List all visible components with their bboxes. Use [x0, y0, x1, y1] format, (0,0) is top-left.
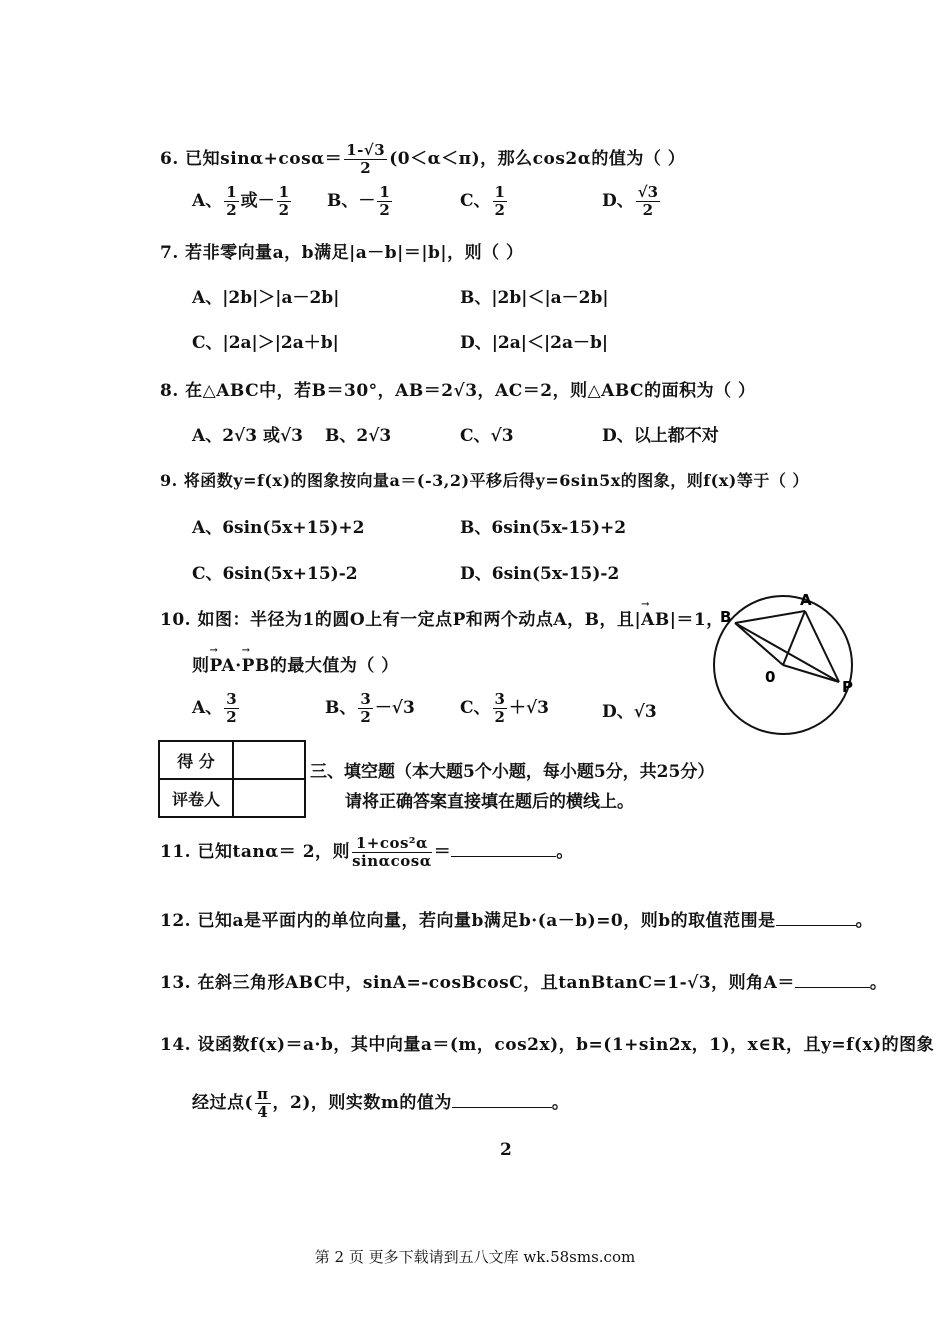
question-6-option-d[interactable]: D、 $\frac{√3}{2}$	[602, 183, 659, 219]
answer-blank-13[interactable]	[795, 973, 870, 988]
question-9-option-b[interactable]: B、6sin(5x-15)+2	[460, 518, 627, 538]
page-number: 2	[500, 1140, 512, 1160]
question-12: 12. 已知a是平面内的单位向量，若向量b满足b·(a－b)=0，则b的取值范围是 。	[160, 911, 874, 931]
segment-ba	[735, 611, 805, 623]
question-8-option-d[interactable]: D、以上都不对	[602, 426, 719, 446]
score-table	[158, 740, 306, 818]
question-7-option-b[interactable]: B、|2b|＜|a－2b|	[460, 288, 609, 308]
score-label: 得 分	[159, 741, 233, 779]
score-cell[interactable]	[233, 741, 305, 779]
fraction: $\frac{1-√3}{2}$	[346, 141, 386, 177]
question-7-option-d[interactable]: D、|2a|＜|2a－b|	[460, 333, 609, 353]
segment-ob	[735, 623, 783, 665]
fraction: $\frac{\pi}{4}$	[257, 1085, 269, 1121]
fraction: $\frac{\text{1+cos²α}}{\sin\alpha\cos\alpha}$	[352, 834, 432, 870]
question-10-option-a[interactable]: A、 $\frac{3}{2}$	[192, 690, 237, 726]
question-10-option-b[interactable]: B、 $\frac{3}{2}$ －√3	[325, 690, 415, 726]
question-10-option-d[interactable]: D、√3	[602, 702, 657, 722]
question-10-option-c[interactable]: C、 $\frac{3}{2}$ ＋√3	[460, 690, 549, 726]
question-14-stem: 14. 设函数f(x)＝a·b，其中向量a＝(m，cos2x)，b=(1+sin2x，1)，x∈R，且y=f(x)的图象	[160, 1035, 935, 1055]
label-b: B	[720, 608, 732, 626]
footer-text: 第 2 页 更多下载请到五八文库 wk.58sms.com	[314, 1248, 636, 1266]
question-8-stem: 8. 在△ABC中，若B＝30°，AB＝2√3，AC＝2，则△ABC的面积为（ ）	[160, 381, 756, 401]
question-7-option-a[interactable]: A、|2b|＞|a－2b|	[192, 288, 340, 308]
question-11: 11. 已知tanα＝ 2，则 $\frac{\text{1+cos²α}}{\sin\alpha\cos\alpha}$ ＝ 。	[160, 834, 574, 870]
answer-blank-12[interactable]	[776, 911, 856, 926]
question-6-option-b[interactable]: B、－ $\frac{1}{2}$	[327, 183, 390, 219]
circle-figure	[700, 585, 870, 735]
question-10-line2: 则→ PA·→ PB的最大值为（ ）	[192, 651, 399, 676]
answer-blank-14[interactable]	[452, 1093, 552, 1108]
label-o: 0	[765, 668, 776, 686]
question-13: 13. 在斜三角形ABC中，sinA=-cosBcosC，且tanBtanC=1-√3，则角A＝ 。	[160, 973, 888, 993]
segment-bp	[735, 623, 839, 682]
section-3-title: 三、填空题（本大题5个小题，每小题5分，共25分）	[310, 762, 715, 782]
question-6-option-a[interactable]: A、 $\frac{1}{2}$ 或－ $\frac{1}{2}$	[192, 183, 290, 219]
label-p: P	[842, 678, 853, 696]
question-6-option-c[interactable]: C、 $\frac{1}{2}$	[460, 183, 505, 219]
vector-pa: → PA	[210, 656, 236, 676]
question-9-option-c[interactable]: C、6sin(5x+15)-2	[192, 564, 358, 584]
grader-cell[interactable]	[233, 779, 305, 817]
vector-pb: → PB	[242, 656, 270, 676]
grader-label: 评卷人	[159, 779, 233, 817]
vector-ab: → AB	[641, 610, 670, 630]
question-7-stem: 7. 若非零向量a，b满足|a－b|＝|b|，则（ ）	[160, 243, 524, 263]
question-7-option-c[interactable]: C、|2a|＞|2a＋b|	[192, 333, 339, 353]
question-9-option-a[interactable]: A、6sin(5x+15)+2	[192, 518, 365, 538]
question-8-option-c[interactable]: C、√3	[460, 426, 514, 446]
question-6-stem: 6. 已知sinα+cosα＝ $\frac{1-√3}{2}$ (0＜α＜π)，那么cos2α的值为（ ）	[160, 141, 686, 177]
question-9-option-d[interactable]: D、6sin(5x-15)-2	[460, 564, 620, 584]
question-10-stem: 10. 如图：半径为1的圆O上有一定点P和两个动点A，B，且|→ AB|＝1，	[160, 605, 724, 630]
question-8-option-b[interactable]: B、2√3	[325, 426, 392, 446]
question-14-line2: 经过点( $\frac{\pi}{4}$ ，2)，则实数m的值为 。	[192, 1085, 570, 1121]
segment-op	[783, 665, 839, 682]
question-9-stem: 9. 将函数y=f(x)的图象按向量a＝(-3,2)平移后得y=6sin5x的图象，则f(x)等于（ ）	[160, 471, 809, 490]
label-a: A	[800, 591, 812, 609]
section-3-instruction: 请将正确答案直接填在题后的横线上。	[345, 792, 634, 812]
question-8-option-a[interactable]: A、2√3 或√3	[192, 426, 303, 446]
answer-blank-11[interactable]	[451, 842, 556, 857]
